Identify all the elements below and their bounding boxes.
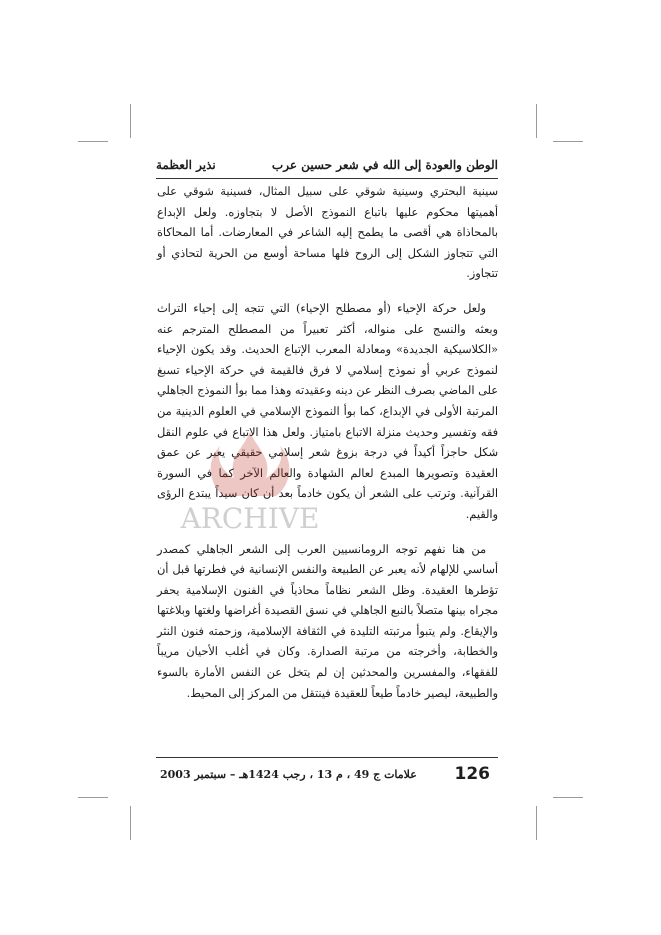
paragraph: سينية البحتري وسينية شوقي على سبيل المثال، فسينية شوقي على أهميتها محكوم عليها باتباع النموذج الأصل لا بتجاوزه. ولعل الإبداع بالمحاذاة هي أقصى ما يطمح إليه الشاعر في المعارضات. أما المحاكاة التي تتجاوز الشكل إلى الروح فلها مساحة أوسع من الحرية لتحاذي أو تتجاوز.	[157, 185, 498, 281]
svg-text:ARCHIVE: ARCHIVE	[180, 502, 320, 535]
archive-watermark	[150, 420, 350, 550]
crop-mark	[553, 797, 583, 798]
header-title: الوطن والعودة إلى الله في شعر حسين عرب	[271, 158, 498, 172]
header-author: نذير العظمة	[156, 158, 216, 172]
crop-mark	[536, 104, 537, 138]
paragraph: من هنا نفهم توجه الرومانسيين العرب إلى الشعر الجاهلي كمصدر أساسي للإلهام لأنه يعبر عن الطبيعة والنفس الإنسانية في فطرتها قبل أن تؤطرها العقيدة. وظل الشعر نظاماً محاذياً في الفنون الإسلامية يحفر مجراه بينها متصلاً بالنبع الجاهلي في نسق القصيدة أغراضها ولغتها وبلاغتها والإيقاع. ولم يتبوأ مرتبته التليدة في الثقافة الإسلامية، وزحمته فنون النثر والخطابة، وأخرجته من مرتبة الصدارة. وكان في أغلب الأحيان مريباً للفقهاء، والمفسرين والمحدثين إن لم يتخل عن النفس الأمارة بالسوء والطبيعة، ليصير خادماً طيعاً للعقيدة فينتقل من المركز إلى المحيط.	[157, 542, 498, 700]
crop-mark	[130, 104, 131, 138]
crop-mark	[78, 797, 108, 798]
journal-citation: علامات ج 49 ، م 13 ، رجب 1424هـ – سبتمبر 2003	[160, 768, 417, 781]
paragraph: ولعل حركة الإحياء (أو مصطلح الإحياء) التي تتجه إلى إحياء التراث وبعثه والنسج على منواله، أكثر تعبيراً من المصطلح المترجم عنه «الكلاسيكية الجديدة» ومعادلة المعرب الإتباع الحديث. وقد يكون الإحياء لنموذج عربي أو نموذج إسلامي لا فرق فالقيمة في حركة الإحياء تسبغ على الماضي بصرف النظر عن دينه وعقيدته وهذا مما بوأ النموذج الجاهلي المرتبة الأولى في الإبداع، كما بوأ النموذج الإسلامي في العلوم الدينية من فقه وتفسير وحديث منزلة الاتباع بامتياز. ولعل هذا الاتباع في علوم النقل شكل حاجزاً أكيداً في درجة بزوغ شعر إسلامي حقيقي يعبر عن عمق العقيدة وتصويرها المبدع لعالم الشهادة والعالم الآخر كما في السورة القرآنية. وترتب على الشعر أن يكون خادماً بعد أن كان سيداً يبتدع الرؤى والقيم.	[157, 301, 498, 521]
page-number: 126	[454, 764, 490, 784]
crop-mark	[536, 806, 537, 840]
crop-mark	[553, 141, 583, 142]
crop-mark	[130, 806, 131, 840]
page-footer	[156, 757, 498, 788]
running-header	[156, 150, 498, 179]
crop-mark	[78, 141, 108, 142]
